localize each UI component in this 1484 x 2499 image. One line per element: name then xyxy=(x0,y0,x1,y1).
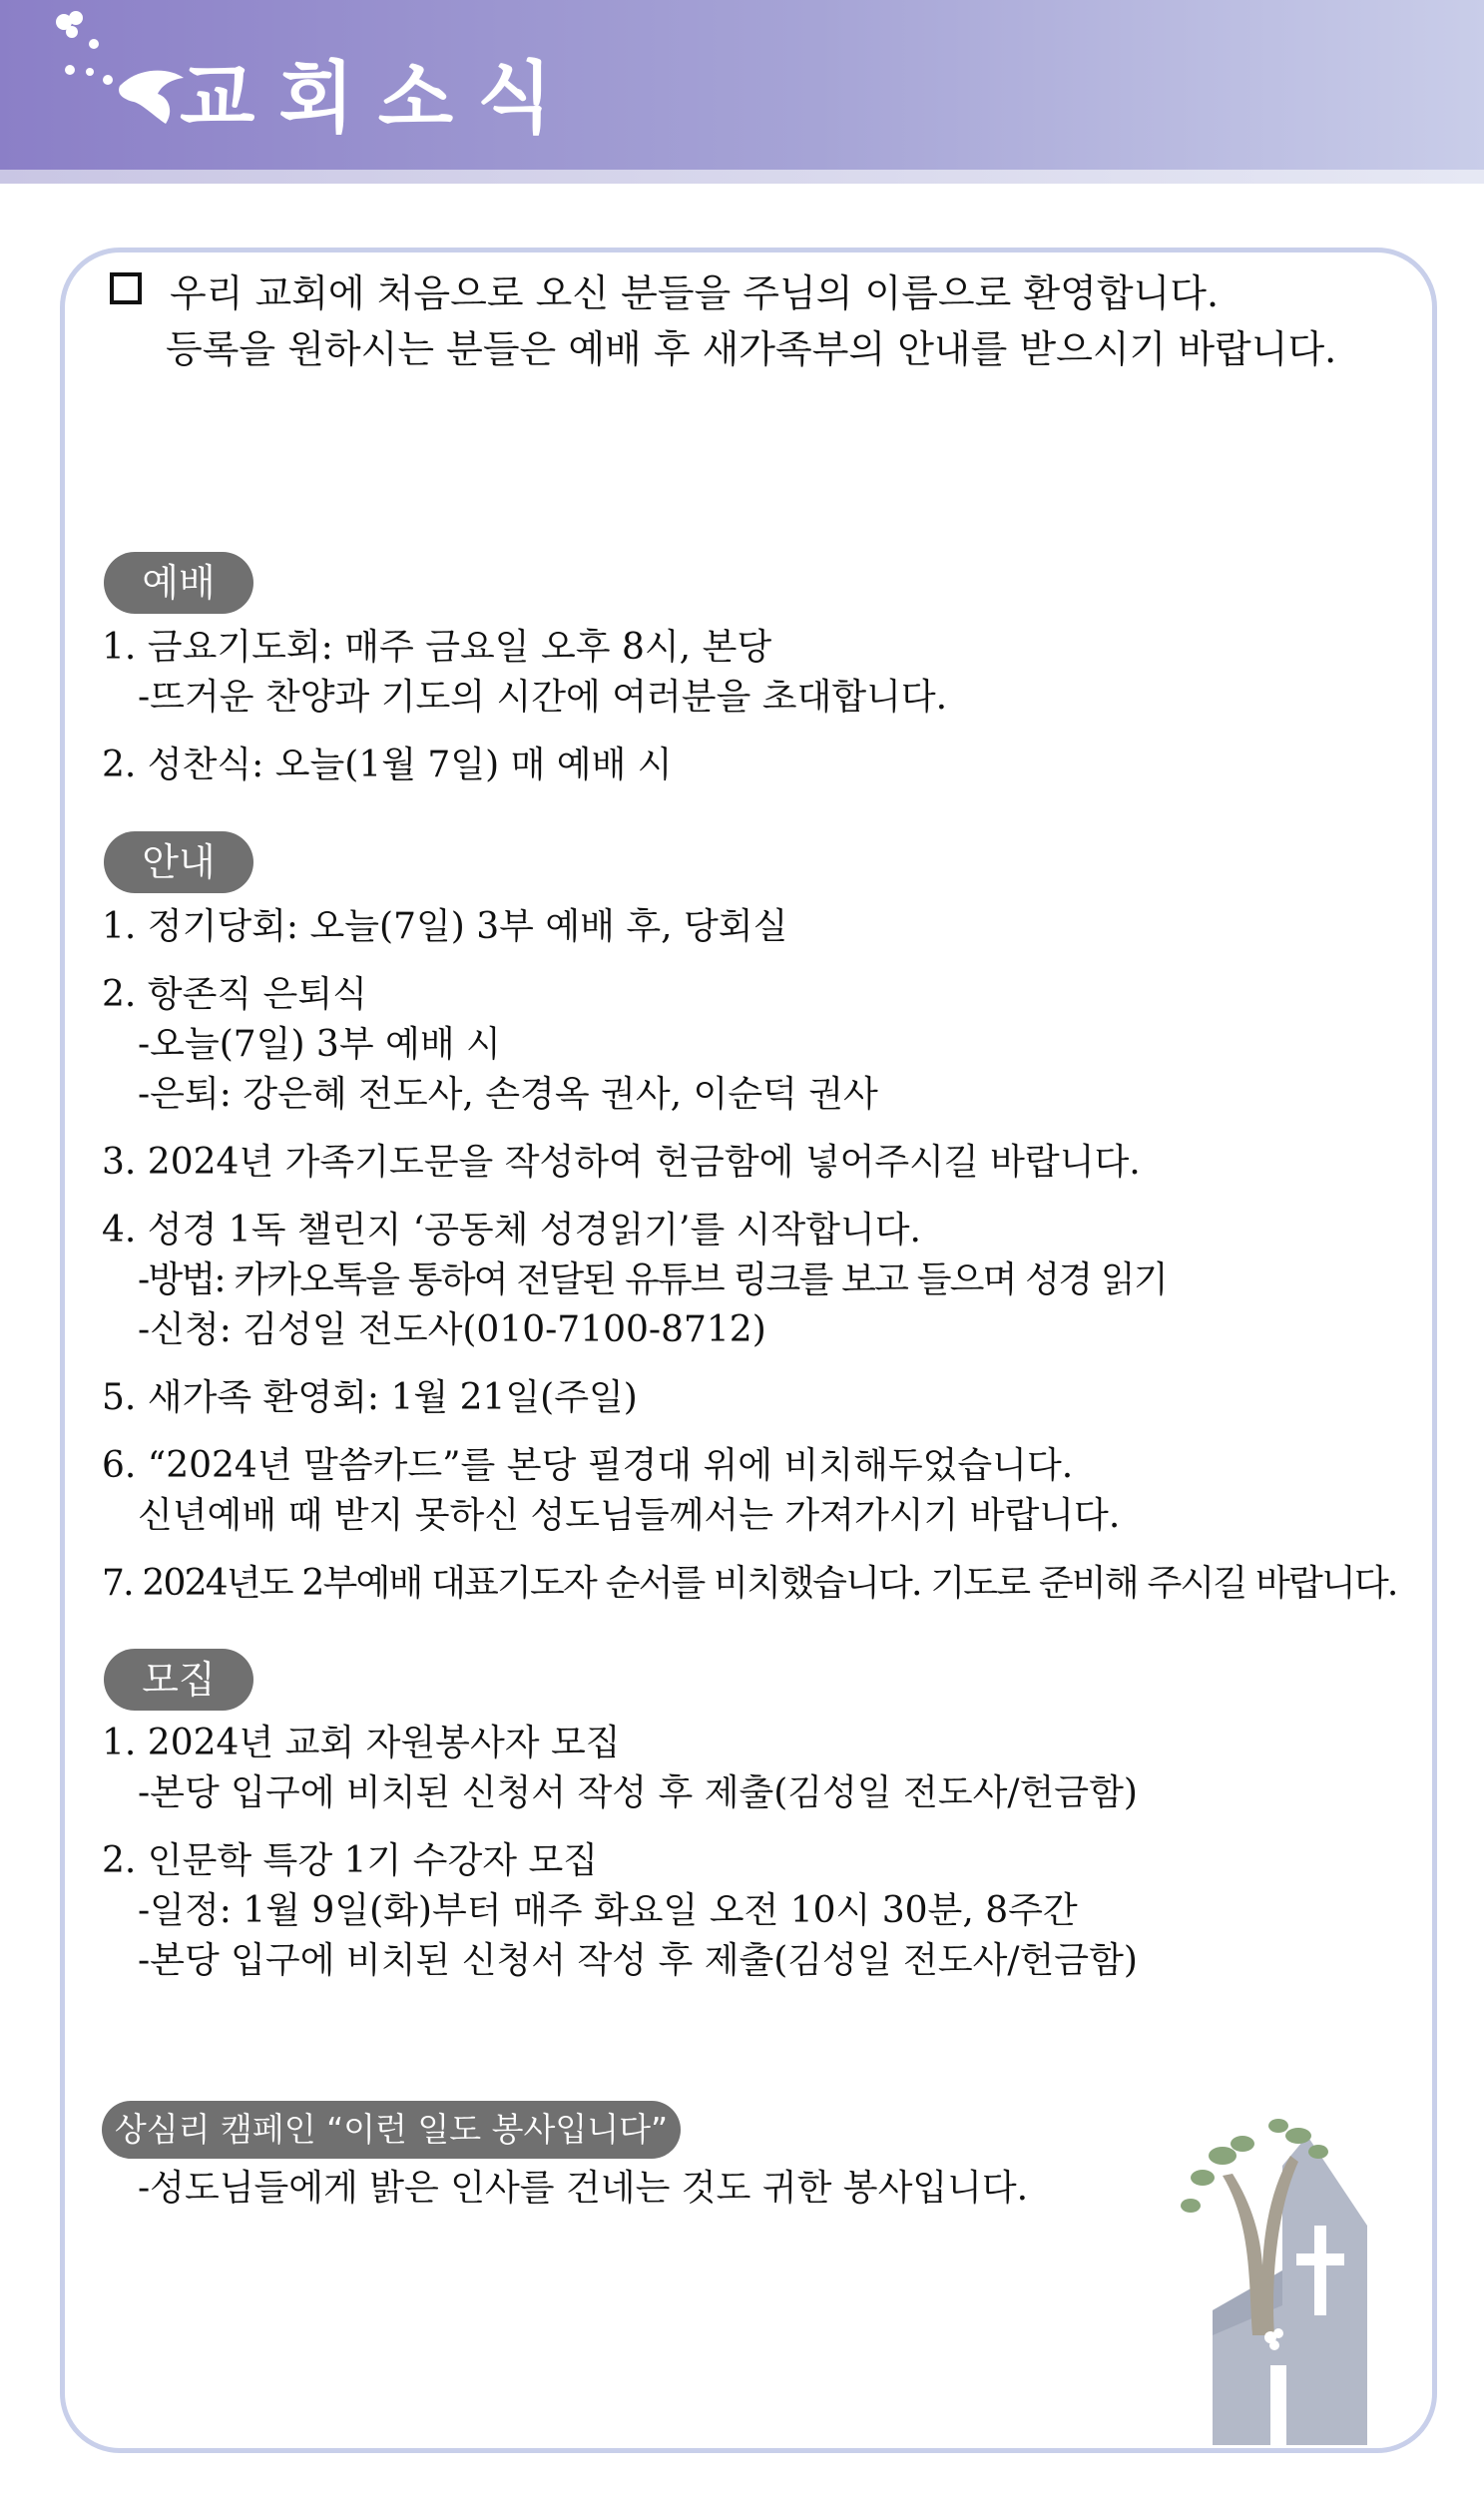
list-item: 1. 2024년 교회 자원봉사자 모집 -본당 입구에 비치된 신청서 작성 후 제출(김성일 전도사/헌금함) xyxy=(102,1723,1138,1813)
welcome-line-2: 등록을 원하시는 분들은 예배 후 새가족부의 안내를 받으시기 바랍니다. xyxy=(166,327,1337,371)
list-item: 3. 2024년 가족기도문을 작성하여 헌금함에 넣어주시길 바랍니다. xyxy=(102,1142,1141,1183)
list-item: 2. 인문학 특강 1기 수강자 모집 -일정: 1월 9일(화)부터 매주 화요일 오전 10시 30분, 8주간 -본당 입구에 비치된 신청서 작성 후 제출(김성일 전도사/헌금함) xyxy=(102,1840,1138,1981)
list-item: 4. 성경 1독 챌린지 ‘공동체 성경읽기’를 시작합니다. -방법: 카카오톡을 통하여 전달된 유튜브 링크를 보고 들으며 성경 읽기 -신청: 김성일 전도사(010-7100-8712) xyxy=(102,1210,1167,1350)
section-label-recruit: 모집 xyxy=(104,1649,253,1711)
welcome-message xyxy=(110,265,1336,377)
list-item: 2. 항존직 은퇴식 -오늘(7일) 3부 예배 시 -은퇴: 강은혜 전도사, 손경옥 권사, 이순덕 권사 xyxy=(102,974,878,1115)
church-tree-illustration-icon xyxy=(1103,2106,1402,2445)
section-label-notice: 안내 xyxy=(104,831,253,893)
checkbox-bullet-icon xyxy=(110,272,142,304)
welcome-line-1: 우리 교회에 처음으로 오신 분들을 주님의 이름으로 환영합니다. xyxy=(170,271,1220,315)
page-title: 교회소식 xyxy=(180,54,577,144)
header-divider xyxy=(0,170,1484,184)
recruit-list xyxy=(102,1719,1138,2004)
section-label-worship: 예배 xyxy=(104,552,253,614)
notice-list xyxy=(102,902,1397,1627)
list-item: 6. “2024년 말씀카드”를 본당 필경대 위에 비치해두었습니다. 신년예배 때 받지 못하신 성도님들께서는 가져가시기 바랍니다. xyxy=(102,1445,1121,1536)
list-item: 2. 성찬식: 오늘(1월 7일) 매 예배 시 xyxy=(102,745,673,785)
campaign-text: -성도님들에게 밝은 인사를 건네는 것도 귀한 봉사입니다. xyxy=(138,2168,1029,2209)
list-item: 5. 새가족 환영회: 1월 21일(주일) xyxy=(102,1377,638,1418)
list-item: 7. 2024년도 2부예배 대표기도자 순서를 비치했습니다. 기도로 준비해 주시길 바랍니다. xyxy=(102,1563,1397,1604)
worship-list xyxy=(102,623,947,808)
campaign-label: 상심리 캠페인 “이런 일도 봉사입니다” xyxy=(102,2101,681,2159)
list-item: 1. 금요기도회: 매주 금요일 오후 8시, 본당 -뜨거운 찬양과 기도의 시간에 여러분을 초대합니다. xyxy=(102,627,948,718)
list-item: 1. 정기당회: 오늘(7일) 3부 예배 후, 당회실 xyxy=(102,906,788,947)
